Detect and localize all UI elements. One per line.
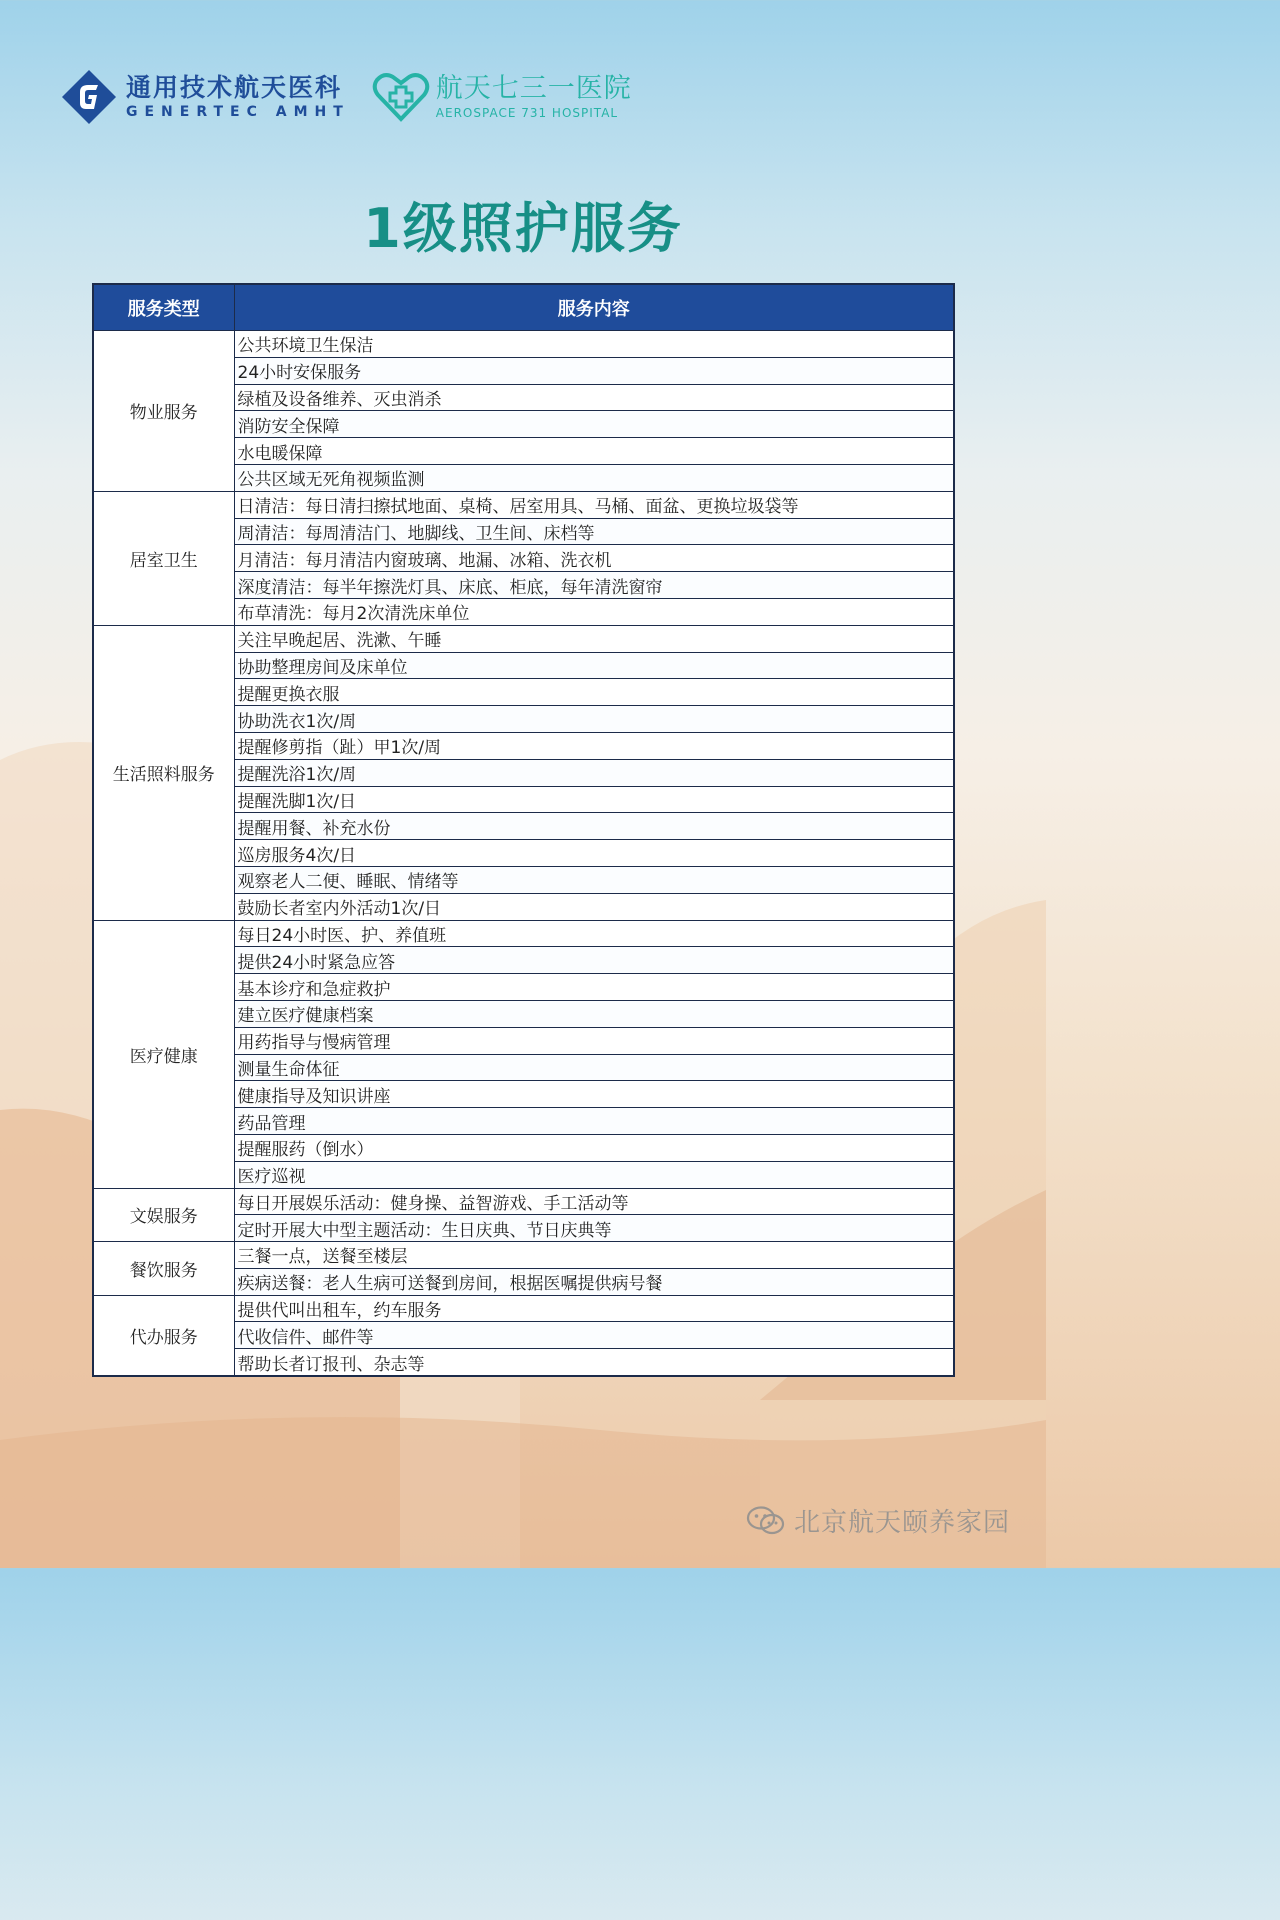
service-item-cell: 公共区域无死角视频监测	[234, 464, 954, 491]
service-item-cell: 药品管理	[234, 1108, 954, 1135]
brand-name-en: GENERTEC AMHT	[126, 104, 350, 120]
service-item-cell: 代收信件、邮件等	[234, 1322, 954, 1349]
service-item-cell: 观察老人二便、睡眠、情绪等	[234, 866, 954, 893]
header-service-type: 服务类型	[93, 284, 234, 331]
table-body	[93, 331, 954, 1377]
service-item-cell: 日清洁：每日清扫擦拭地面、桌椅、居室用具、马桶、面盆、更换垃圾袋等	[234, 491, 954, 518]
service-item-cell: 提醒洗浴1次/周	[234, 759, 954, 786]
table-row	[93, 1188, 954, 1215]
service-item-cell: 关注早晚起居、洗漱、午睡	[234, 625, 954, 652]
service-item-cell: 健康指导及知识讲座	[234, 1081, 954, 1108]
service-item-cell: 巡房服务4次/日	[234, 840, 954, 867]
category-cell: 文娱服务	[93, 1188, 234, 1242]
table-row	[93, 625, 954, 652]
page-title: 1级照护服务	[363, 197, 683, 260]
category-cell: 代办服务	[93, 1295, 234, 1376]
table-row	[93, 920, 954, 947]
service-item-cell: 布草清洗：每月2次清洗床单位	[234, 598, 954, 625]
header-service-content: 服务内容	[234, 284, 954, 331]
service-item-cell: 24小时安保服务	[234, 357, 954, 384]
service-item-cell: 水电暖保障	[234, 438, 954, 465]
category-cell: 物业服务	[93, 331, 234, 492]
service-item-cell: 帮助长者订报刊、杂志等	[234, 1349, 954, 1376]
genertec-logo-icon	[60, 68, 118, 126]
hospital-brand	[372, 71, 632, 123]
service-item-cell: 鼓励长者室内外活动1次/日	[234, 893, 954, 920]
table-row	[93, 1242, 954, 1269]
hospital-name-en: AEROSPACE 731 HOSPITAL	[435, 106, 619, 120]
service-item-cell: 周清洁：每周清洁门、地脚线、卫生间、床档等	[234, 518, 954, 545]
category-cell: 居室卫生	[93, 491, 234, 625]
wechat-watermark	[746, 1502, 1010, 1539]
hospital-name-cn: 航天七三一医院	[435, 73, 632, 104]
service-item-cell: 每日开展娱乐活动：健身操、益智游戏、手工活动等	[234, 1188, 954, 1215]
table-row	[93, 491, 954, 518]
service-item-cell: 基本诊疗和急症救护	[234, 974, 954, 1001]
category-cell: 生活照料服务	[93, 625, 234, 920]
service-item-cell: 提醒修剪指（趾）甲1次/周	[234, 732, 954, 759]
brand-name-cn: 通用技术航天医科	[126, 73, 343, 102]
heart-cross-icon	[372, 71, 430, 123]
table-row	[93, 1295, 954, 1322]
service-item-cell: 绿植及设备维养、灭虫消杀	[234, 384, 954, 411]
genertec-brand	[60, 68, 350, 126]
watermark-text: 北京航天颐养家园	[793, 1508, 1010, 1538]
category-cell: 餐饮服务	[93, 1242, 234, 1296]
service-item-cell: 提醒洗脚1次/日	[234, 786, 954, 813]
service-item-cell: 提醒服药（倒水）	[234, 1134, 954, 1161]
service-item-cell: 协助洗衣1次/周	[234, 706, 954, 733]
service-item-cell: 月清洁：每月清洁内窗玻璃、地漏、冰箱、洗衣机	[234, 545, 954, 572]
service-item-cell: 提供24小时紧急应答	[234, 947, 954, 974]
service-item-cell: 提醒用餐、补充水份	[234, 813, 954, 840]
service-item-cell: 提醒更换衣服	[234, 679, 954, 706]
service-item-cell: 深度清洁：每半年擦洗灯具、床底、柜底，每年清洗窗帘	[234, 572, 954, 599]
service-item-cell: 每日24小时医、护、养值班	[234, 920, 954, 947]
service-item-cell: 医疗巡视	[234, 1161, 954, 1188]
service-item-cell: 用药指导与慢病管理	[234, 1027, 954, 1054]
wechat-icon	[746, 1505, 786, 1537]
service-item-cell: 定时开展大中型主题活动：生日庆典、节日庆典等	[234, 1215, 954, 1242]
service-item-cell: 消防安全保障	[234, 411, 954, 438]
service-item-cell: 测量生命体征	[234, 1054, 954, 1081]
service-item-cell: 协助整理房间及床单位	[234, 652, 954, 679]
header-logos	[60, 62, 632, 132]
service-item-cell: 疾病送餐：老人生病可送餐到房间，根据医嘱提供病号餐	[234, 1268, 954, 1295]
table-row	[93, 331, 954, 358]
table-header-row	[93, 284, 954, 331]
service-item-cell: 三餐一点，送餐至楼层	[234, 1242, 954, 1269]
service-item-cell: 公共环境卫生保洁	[234, 331, 954, 358]
category-cell: 医疗健康	[93, 920, 234, 1188]
service-table	[92, 283, 955, 1377]
service-item-cell: 提供代叫出租车，约车服务	[234, 1295, 954, 1322]
service-item-cell: 建立医疗健康档案	[234, 1000, 954, 1027]
